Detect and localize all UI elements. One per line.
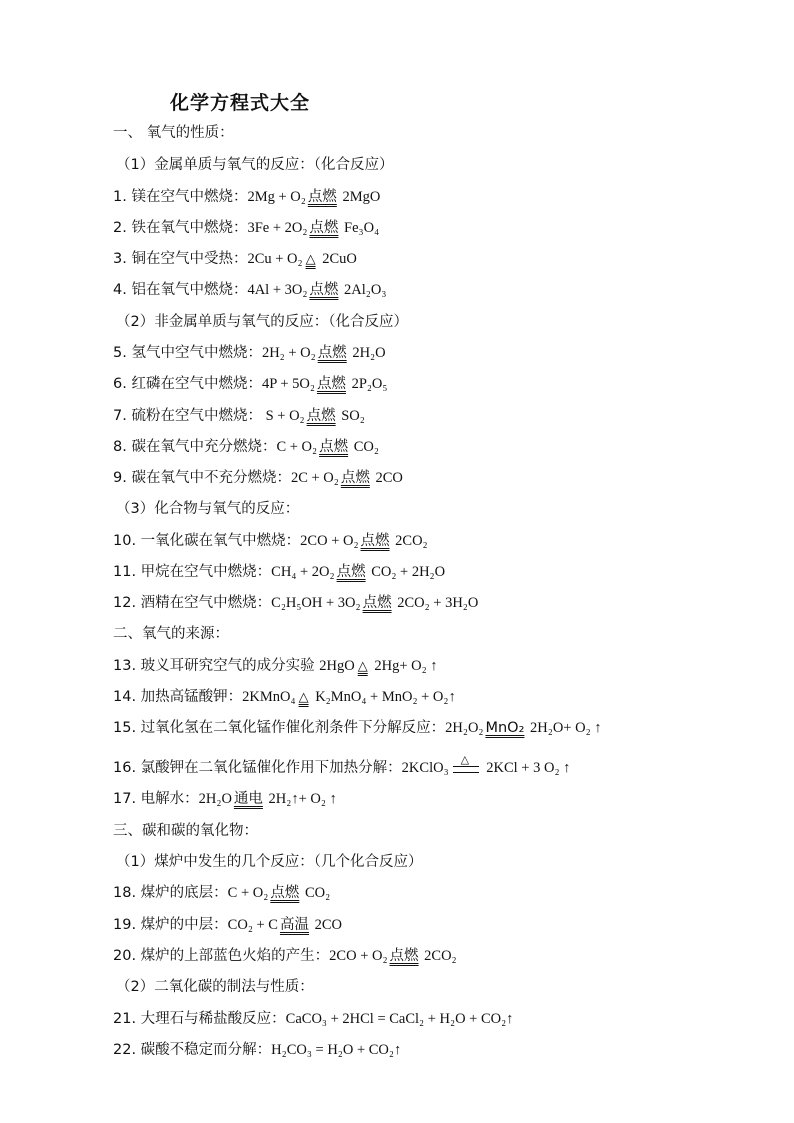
subsection-heading xyxy=(116,499,299,519)
line-label: （2）非金属单质与氧气的反应：（化合反应） xyxy=(116,314,408,330)
equation-products: CO₂ xyxy=(301,885,331,901)
equation-products: SO₂ xyxy=(337,408,365,424)
heat-symbol: △ xyxy=(460,753,470,766)
equation-line xyxy=(113,593,478,613)
subsection-heading xyxy=(116,312,408,332)
line-label: 15. 过氧化氢在二氧化锰作催化剂条件下分解反应： xyxy=(113,720,446,736)
reaction-condition: 通电 xyxy=(233,791,263,807)
equation-reactants: 2H₂O xyxy=(198,791,232,807)
equation-line xyxy=(113,187,380,207)
line-label: 22. 碳酸不稳定而分解： xyxy=(113,1042,272,1058)
reaction-condition: △ xyxy=(357,659,368,674)
equation-line xyxy=(113,468,403,488)
line-label: 10. 一氧化碳在氧气中燃烧： xyxy=(113,533,301,549)
line-label: 19. 煤炉的中层： xyxy=(113,917,228,933)
line-label: 一、 氧气的性质： xyxy=(113,125,234,141)
equation-products: 2H₂O xyxy=(348,345,386,361)
reaction-condition: 点燃 xyxy=(306,408,336,424)
line-label: （3）化合物与氧气的反应： xyxy=(116,501,300,517)
equation-products: 2CO xyxy=(310,917,342,933)
equation-line xyxy=(113,718,602,738)
reaction-condition: 高温 xyxy=(279,917,309,933)
equation-reactants: C₂H₅OH + 3O₂ xyxy=(271,595,361,611)
equation-reactants: 2KClO₃ xyxy=(401,760,449,776)
equation-reactants: CO₂ + C xyxy=(227,917,278,933)
equation-products: K₂MnO₄ + MnO₂ + O₂↑ xyxy=(311,689,456,705)
line-label: （1）金属单质与氧气的反应：（化合反应） xyxy=(116,157,394,173)
line-label: 7. 硫粉在空气中燃烧： xyxy=(113,408,262,424)
equation-products: 2H₂↑+ O₂ ↑ xyxy=(264,791,337,807)
equation-line xyxy=(113,280,386,300)
line-label: 21. 大理石与稀盐酸反应： xyxy=(113,1011,286,1027)
equation-reactants: C + O₂ xyxy=(227,885,269,901)
equation-line xyxy=(113,218,379,238)
section-heading xyxy=(113,624,229,644)
equation-reactants: 2CO + O₂ xyxy=(329,948,388,964)
subsection-heading xyxy=(116,977,314,997)
equation-products: Fe₃O₄ xyxy=(340,220,380,236)
reaction-condition: 点燃 xyxy=(319,439,349,455)
line-label: 8. 碳在氧气中充分燃烧： xyxy=(113,439,277,455)
reaction-condition xyxy=(453,753,479,776)
section-heading xyxy=(113,821,258,841)
equation-products: 2Hg+ O₂ ↑ xyxy=(370,658,438,674)
equation-reactants: 2CO + O₂ xyxy=(300,533,359,549)
equation-line xyxy=(113,249,357,270)
equation-reactants: 4Al + 3O₂ xyxy=(247,282,308,298)
line-label: 14. 加热高锰酸钾： xyxy=(113,689,243,705)
equation-reactants: 2KMnO₄ xyxy=(242,689,296,705)
line-label: 9. 碳在氧气中不充分燃烧： xyxy=(113,470,291,486)
equation-line xyxy=(113,437,379,457)
line-label: 12. 酒精在空气中燃烧： xyxy=(113,595,272,611)
equation-line xyxy=(113,753,571,778)
reaction-condition: 点燃 xyxy=(270,885,300,901)
equation-reactants: 2H₂O₂ xyxy=(445,720,484,736)
reaction-condition: 点燃 xyxy=(362,595,392,611)
equation-reactants: 2C + O₂ xyxy=(290,470,339,486)
equation-products: 2CO₂ + 3H₂O xyxy=(393,595,479,611)
line-label: 2. 铁在氧气中燃烧： xyxy=(113,220,248,236)
section-heading xyxy=(113,123,234,143)
reaction-condition: 点燃 xyxy=(309,220,339,236)
equation-line xyxy=(113,656,438,677)
equation-reactants: 2HgO xyxy=(319,658,355,674)
equation-line xyxy=(113,562,445,582)
equation-reactants: CaCO₃ + 2HCl = CaCl₂ + H₂O + CO₂↑ xyxy=(285,1011,514,1027)
line-label: 6. 红磷在空气中燃烧： xyxy=(113,376,262,392)
line-label: 4. 铝在氧气中燃烧： xyxy=(113,282,248,298)
page-title: 化学方程式大全 xyxy=(170,92,311,114)
reaction-condition: 点燃 xyxy=(360,533,390,549)
equation-reactants: C + O₂ xyxy=(276,439,318,455)
reaction-condition: △ xyxy=(298,690,309,705)
equation-line xyxy=(113,687,456,708)
line-label: 20. 煤炉的上部蓝色火焰的产生： xyxy=(113,948,330,964)
equation-products: 2MgO xyxy=(338,189,381,205)
line-label: 16. 氯酸钾在二氧化锰催化作用下加热分解： xyxy=(113,760,402,776)
line-label: 13. 玻义耳研究空气的成分实验 xyxy=(113,658,320,674)
reaction-condition: 点燃 xyxy=(317,345,347,361)
line-label: 5. 氢气中空气中燃烧： xyxy=(113,345,262,361)
reaction-condition: 点燃 xyxy=(316,376,346,392)
equation-reactants: 4P + 5O₂ xyxy=(261,376,315,392)
equation-line xyxy=(113,1040,401,1060)
line-label: 1. 镁在空气中燃烧： xyxy=(113,189,248,205)
equation-products: 2KCl + 3 O₂ ↑ xyxy=(482,760,571,776)
equation-reactants: 2H₂ + O₂ xyxy=(261,345,316,361)
equation-reactants: S + O₂ xyxy=(261,408,305,424)
reaction-condition: 点燃 xyxy=(340,470,370,486)
equation-line xyxy=(113,883,330,903)
line-label: 三、碳和碳的氧化物： xyxy=(113,823,258,839)
line-label: （2）二氧化碳的制法与性质： xyxy=(116,979,314,995)
equation-products: CO₂ xyxy=(350,439,379,455)
line-label: 11. 甲烷在空气中燃烧： xyxy=(113,564,272,580)
equation-products: 2CuO xyxy=(318,251,357,267)
equation-line xyxy=(113,531,428,551)
equation-line xyxy=(113,374,387,394)
line-label: 3. 铜在空气中受热： xyxy=(113,251,248,267)
equation-reactants: 3Fe + 2O₂ xyxy=(247,220,308,236)
reaction-condition: △ xyxy=(305,252,316,267)
equation-line xyxy=(113,406,365,426)
line-label: 17. 电解水： xyxy=(113,791,199,807)
subsection-heading xyxy=(116,852,422,872)
subsection-heading xyxy=(116,155,393,175)
equation-products: CO₂ + 2H₂O xyxy=(367,564,446,580)
line-label: 二、氧气的来源： xyxy=(113,626,229,642)
reaction-condition: 点燃 xyxy=(307,189,337,205)
reaction-condition: 点燃 xyxy=(336,564,366,580)
equation-products: 2CO₂ xyxy=(391,533,428,549)
equation-reactants: 2Cu + O₂ xyxy=(247,251,303,267)
equation-line xyxy=(113,915,342,935)
reaction-condition: MnO₂ xyxy=(485,720,525,736)
reaction-condition: 点燃 xyxy=(389,948,419,964)
equation-products: 2CO xyxy=(371,470,403,486)
line-label: （1）煤炉中发生的几个反应：（几个化合反应） xyxy=(116,854,423,870)
equation-line xyxy=(113,789,337,809)
equation-products: 2Al₂O₃ xyxy=(340,282,387,298)
equation-line xyxy=(113,1009,513,1029)
equation-line xyxy=(113,343,386,363)
equation-reactants: H₂CO₃ = H₂O + CO₂↑ xyxy=(271,1042,402,1058)
equation-products: 2H₂O+ O₂ ↑ xyxy=(526,720,602,736)
line-label: 18. 煤炉的底层： xyxy=(113,885,228,901)
equation-reactants: CH₄ + 2O₂ xyxy=(271,564,335,580)
double-bar-sign xyxy=(453,766,479,773)
equation-line xyxy=(113,946,457,966)
equation-reactants: 2Mg + O₂ xyxy=(247,189,306,205)
equation-products: 2P₂O₅ xyxy=(347,376,388,392)
reaction-condition: 点燃 xyxy=(309,282,339,298)
equation-products: 2CO₂ xyxy=(420,948,457,964)
